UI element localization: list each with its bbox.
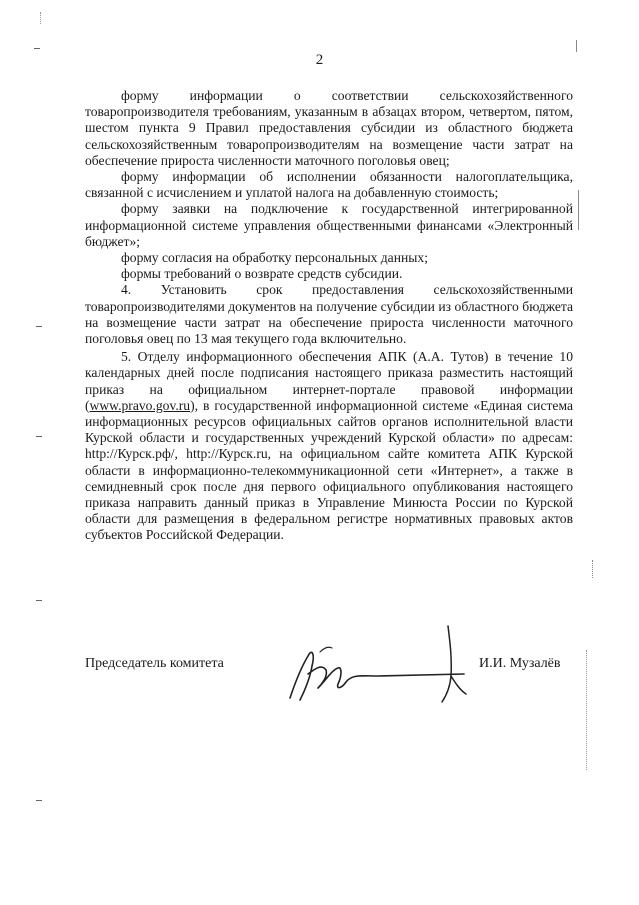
paragraph-item-4: 4. Установить срок предоставления сельскохозяйственными товаропроизводителями документов на получение субсидии из областного бюджета на возмещение части затрат на обеспечение прироста численности маточного поголовья овец по 13 мая текущего года включительно. xyxy=(85,282,573,347)
handwritten-signature xyxy=(282,618,472,708)
paragraph-item-5 xyxy=(85,349,573,543)
paragraph-info-form: форму информации о соответствии сельскохозяйственного товаропроизводителя требованиям, указанным в абзацах втором, четвертом, пятом, шестом пункта 9 Правил предоставления субсидии из областного бюджета сельскохозяйственным товаропроизводителям на возмещение части затрат на обеспечение прироста численности маточного поголовья овец; xyxy=(85,88,573,168)
paragraph-tax-form: форму информации об исполнении обязанности налогоплательщика, связанной с исчислением и уплатой налога на добавленную стоимость; xyxy=(85,169,573,201)
scan-mark-9 xyxy=(592,560,594,578)
scan-mark-7 xyxy=(576,40,577,52)
scan-mark-10 xyxy=(586,650,588,770)
paragraph-item-5-end: ), в государственной информационной системе «Единая система информационных ресурсов официальных сайтов органов исполнительной власти Курской области и государственных учреждений Курской области» по адресам: http://Курск.рф/, http://Курск.ru, на официальном сайте комитета АПК Курской области в информационно-телекоммуникационной сети «Интернет», а также в семидневный срок после дня первого официального опубликования настоящего приказа направить данный приказ в Управление Минюста России по Курской области для размещения в федеральном регистре нормативных правовых актов субъектов Российской Федерации. xyxy=(85,397,573,543)
scan-mark-1 xyxy=(40,12,44,24)
scan-mark-4 xyxy=(36,436,42,437)
scan-mark-2 xyxy=(34,48,40,49)
paragraph-refund-form: формы требований о возврате средств субсидии. xyxy=(121,266,403,282)
scan-mark-5 xyxy=(36,600,42,601)
document-body xyxy=(85,88,573,544)
paragraph-consent-form: форму согласия на обработку персональных данных; xyxy=(121,250,428,266)
signer-name: И.И. Музалёв xyxy=(479,656,561,671)
paragraph-application-form: форму заявки на подключение к государственной интегрированной информационной системе управления общественными финансами «Электронный бюджет»; xyxy=(85,201,573,249)
scan-mark-8 xyxy=(578,190,579,230)
scan-mark-3 xyxy=(36,326,42,327)
pravo-link[interactable]: www.pravo.gov.ru xyxy=(89,397,191,413)
page-number: 2 xyxy=(315,52,324,68)
scan-mark-6 xyxy=(36,800,42,801)
paragraph-item-5-start: 5. Отделу информационного обеспечения АПК (А.А. Тутов) в течение 10 календарных дней после подписания настоящего приказа разместить настоящий приказ на официальном интернет-портале правовой информации ( xyxy=(85,349,573,413)
signer-title: Председатель комитета xyxy=(85,656,224,671)
